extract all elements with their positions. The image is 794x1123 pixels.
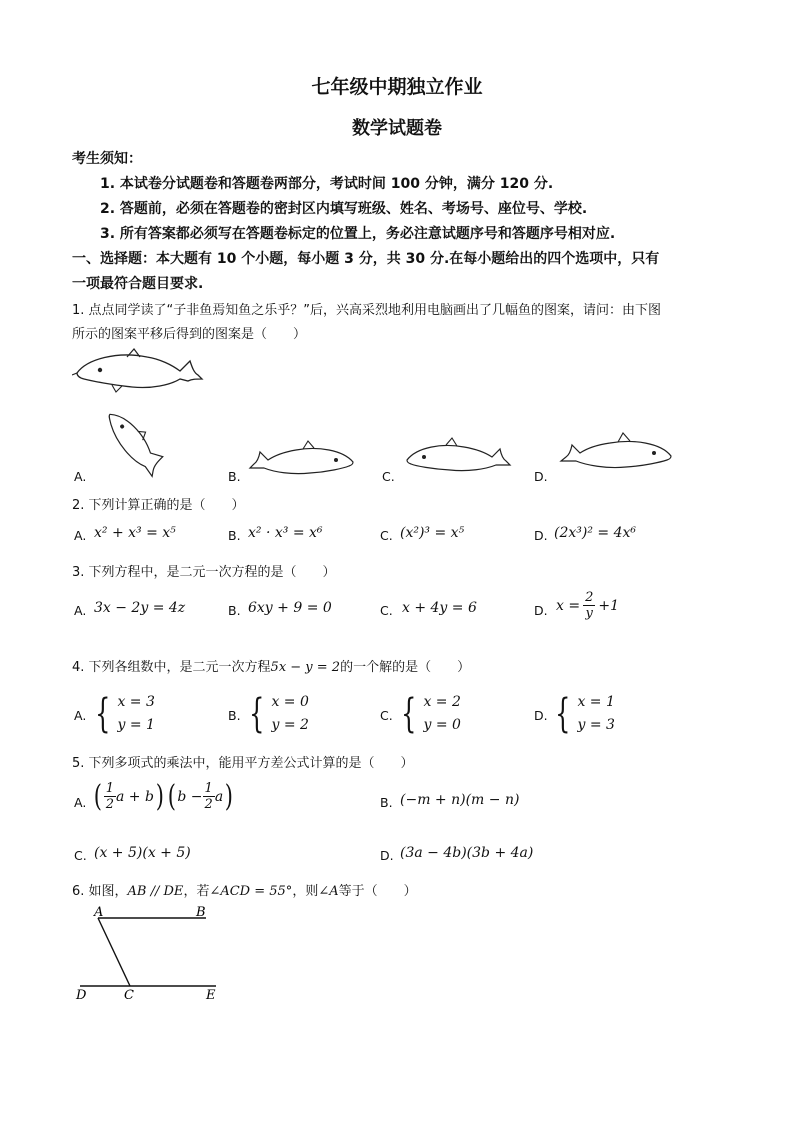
- option-c-dolphin: [402, 436, 514, 478]
- q3-option-a-label: A.: [74, 603, 87, 618]
- dolphin-reference-figure: [72, 345, 212, 395]
- q4-b-line2: y = 2: [271, 717, 309, 733]
- q6-stem-parallel: AB // DE: [127, 884, 184, 899]
- q2-option-a: x² + x³ = x⁵: [94, 525, 176, 541]
- q1-stem-line1: 1. 点点同学读了“子非鱼焉知鱼之乐乎？”后，兴高采烈地利用电脑画出了几幅鱼的图案，请问：由下图: [72, 303, 662, 318]
- option-d-dolphin: [556, 432, 676, 476]
- q5-a-num-1: 1: [105, 781, 114, 796]
- q4-option-a-system: [90, 691, 155, 737]
- point-a-label: A: [94, 905, 104, 920]
- q5-a-part-2: b −: [177, 788, 203, 805]
- notice-item-1: 1. 本试卷分试题卷和答题卷两部分，考试时间 100 分钟，满分 120 分.: [100, 176, 554, 192]
- brace-icon: {: [95, 691, 111, 737]
- q4-option-c-label: C.: [380, 708, 393, 723]
- q4-c-line2: y = 0: [423, 717, 461, 733]
- right-paren: ): [155, 778, 164, 814]
- q1-stem-line2: 所示的图案平移后得到的图案是（ ）: [72, 327, 307, 342]
- q1-option-a-label: A.: [74, 469, 87, 484]
- q4-option-b-system: [244, 691, 309, 737]
- section-heading-line2: 一项最符合题目要求.: [72, 276, 204, 292]
- q4-stem-equation: 5x − y = 2: [270, 660, 341, 675]
- q5-option-b: (−m + n)(m − n): [400, 792, 520, 808]
- q4-stem: [72, 656, 470, 675]
- q5-option-c: (x + 5)(x + 5): [94, 845, 191, 861]
- q6-stem-angle: ∠ACD = 55°: [209, 884, 293, 899]
- q5-a-part-1: a + b: [116, 788, 154, 805]
- q5-a-fraction-2: [203, 781, 215, 812]
- q3-d-denominator: y: [585, 606, 593, 621]
- q6-stem-mid: ，若: [183, 884, 210, 899]
- section-heading-line1: 一、选择题：本大题有 10 个小题，每小题 3 分，共 30 分.在每小题给出的四个选项中，只有: [72, 251, 660, 267]
- q2-option-d-label: D.: [534, 528, 548, 543]
- page-title: 七年级中期独立作业: [311, 76, 483, 98]
- q4-a-line2: y = 1: [117, 717, 155, 733]
- option-b-dolphin: [248, 440, 358, 480]
- q2-option-d: (2x³)² = 4x⁶: [554, 525, 636, 541]
- left-paren: (: [167, 778, 176, 814]
- option-a-dolphin: [90, 408, 170, 478]
- point-e-label: E: [206, 988, 216, 1002]
- q4-option-d-system: [550, 691, 615, 737]
- q5-option-d-label: D.: [380, 848, 394, 863]
- q3-option-a: 3x − 2y = 4z: [94, 600, 186, 616]
- notice-heading: 考生须知：: [72, 151, 142, 167]
- left-paren: (: [93, 778, 102, 814]
- q4-option-b-label: B.: [228, 708, 241, 723]
- q3-option-d: [556, 590, 619, 621]
- q3-option-c: x + 4y = 6: [402, 600, 477, 616]
- q6-stem: [72, 880, 417, 899]
- page-subtitle: 数学试题卷: [352, 118, 442, 139]
- q1-option-d-label: D.: [534, 469, 548, 484]
- q3-option-d-label: D.: [534, 603, 548, 618]
- q5-option-b-label: B.: [380, 795, 393, 810]
- q2-option-b-label: B.: [228, 528, 241, 543]
- brace-icon: {: [401, 691, 417, 737]
- q4-c-line1: x = 2: [423, 694, 461, 710]
- q3-stem: 3. 下列方程中，是二元一次方程的是（ ）: [72, 565, 336, 580]
- q3-option-c-label: C.: [380, 603, 393, 618]
- q6-stem-post: 等于（ ）: [338, 884, 417, 899]
- q4-a-line1: x = 3: [117, 694, 155, 710]
- q5-option-a: [92, 778, 235, 814]
- q5-option-a-label: A.: [74, 795, 87, 810]
- q2-option-c-label: C.: [380, 528, 393, 543]
- q5-option-c-label: C.: [74, 848, 87, 863]
- q3-d-right: +1: [598, 597, 619, 614]
- q3-option-b-label: B.: [228, 603, 241, 618]
- q5-a-den-1: 2: [105, 797, 114, 812]
- q3-option-b: 6xy + 9 = 0: [248, 600, 332, 616]
- notice-item-3: 3. 所有答案都必须写在答题卷标定的位置上，务必注意试题序号和答题序号相对应.: [100, 226, 616, 242]
- notice-item-2: 2. 答题前，必须在答题卷的密封区内填写班级、姓名、考场号、座位号、学校.: [100, 201, 588, 217]
- q4-option-c-system: [396, 691, 461, 737]
- point-b-label: B: [196, 905, 206, 920]
- q2-option-c: (x²)³ = x⁵: [400, 525, 465, 541]
- q4-b-line1: x = 0: [271, 694, 309, 710]
- q4-stem-post: 的一个解的是（ ）: [340, 660, 471, 675]
- q5-stem: 5. 下列多项式的乘法中，能用平方差公式计算的是（ ）: [72, 756, 414, 771]
- q3-d-left: x =: [556, 597, 581, 614]
- q2-option-b: x² · x³ = x⁶: [248, 525, 323, 541]
- q2-option-a-label: A.: [74, 528, 87, 543]
- q3-d-fraction: [583, 590, 595, 621]
- q4-d-line1: x = 1: [577, 694, 615, 710]
- q6-stem-target: ∠A: [318, 884, 339, 899]
- point-d-label: D: [76, 988, 87, 1002]
- q3-d-numerator: 2: [585, 590, 594, 605]
- q1-option-c-label: C.: [382, 469, 395, 484]
- q5-a-fraction-1: [104, 781, 116, 812]
- q5-a-num-2: 1: [204, 781, 213, 796]
- brace-icon: {: [555, 691, 571, 737]
- brace-icon: {: [249, 691, 265, 737]
- q4-option-a-label: A.: [74, 708, 87, 723]
- q4-stem-pre: 4. 下列各组数中，是二元一次方程: [72, 660, 271, 675]
- q5-a-den-2: 2: [204, 797, 213, 812]
- q4-d-line2: y = 3: [577, 717, 615, 733]
- q6-stem-mid2: ，则: [292, 884, 319, 899]
- point-c-label: C: [124, 988, 134, 1002]
- q4-option-d-label: D.: [534, 708, 548, 723]
- right-paren: ): [224, 778, 234, 814]
- q5-option-d: (3a − 4b)(3b + 4a): [400, 845, 534, 861]
- q6-stem-pre: 6. 如图，: [72, 884, 128, 899]
- q6-geometry-figure: [72, 902, 232, 1002]
- q5-a-part-3: a: [214, 788, 224, 805]
- q1-option-b-label: B.: [228, 469, 241, 484]
- q2-stem: 2. 下列计算正确的是（ ）: [72, 498, 245, 513]
